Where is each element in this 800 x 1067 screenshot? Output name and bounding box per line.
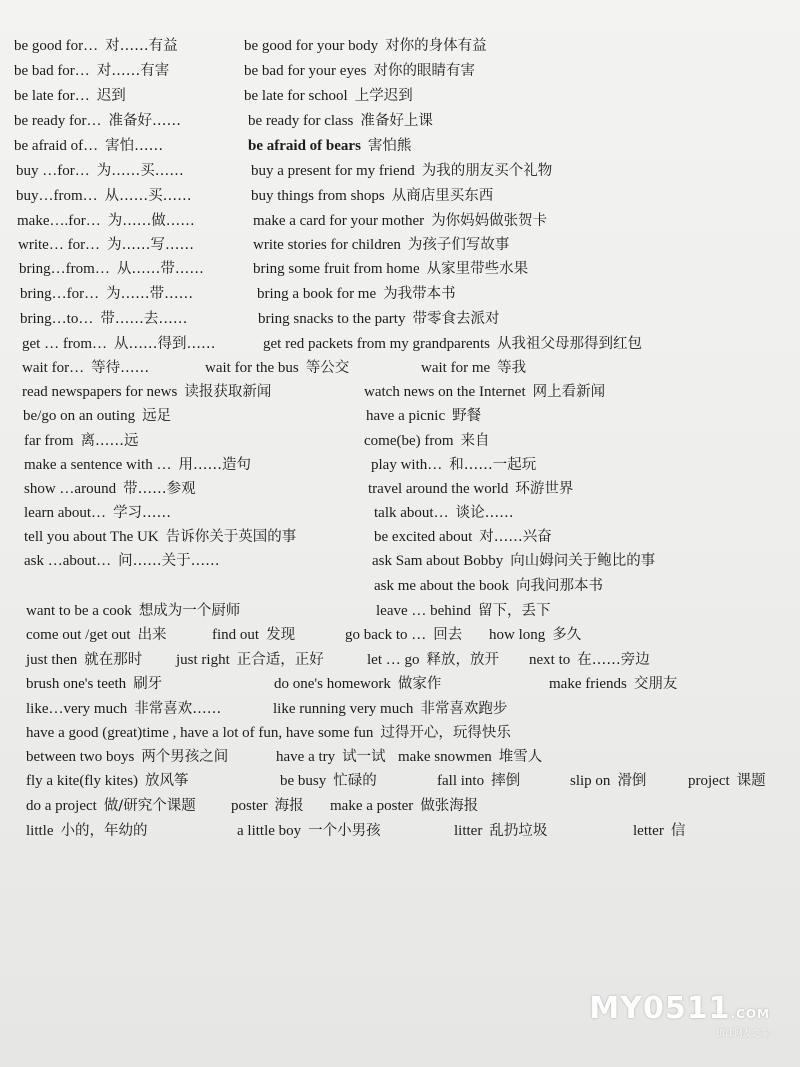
english-phrase: be/go on an outing [23,408,136,424]
site-watermark [589,991,770,1039]
chinese-meaning: 在……旁边 [577,652,650,668]
vocab-entry [273,699,507,719]
english-phrase: make a sentence with … [24,457,172,473]
vocab-entry [371,455,536,475]
english-phrase: read newspapers for news [22,384,178,400]
vocab-entry [26,723,511,743]
chinese-meaning: 交朋友 [633,676,678,692]
chinese-meaning: 害怕…… [105,138,164,154]
chinese-meaning: 带零食去派对 [412,311,500,327]
vocab-entry [421,358,526,378]
chinese-meaning: 从……得到…… [113,336,216,352]
english-phrase: find out [212,627,260,643]
chinese-meaning: 对……兴奋 [479,529,552,545]
chinese-meaning: 等待…… [91,360,150,376]
chinese-meaning: 堆雪人 [498,749,543,765]
vocab-entry [253,211,547,231]
chinese-meaning: 对……有益 [105,38,178,54]
english-phrase: wait for the bus [205,360,299,376]
chinese-meaning: 为……带…… [106,286,194,302]
english-phrase: buy things from shops [251,188,385,204]
english-phrase: make snowmen [398,749,492,765]
vocab-entry [251,186,493,206]
english-phrase: fly a kite(fly kites) [26,773,139,789]
english-phrase: go back to … [345,627,427,643]
english-phrase: play with… [371,457,443,473]
vocab-entry [212,625,295,645]
english-phrase: bring a book for me [257,286,377,302]
english-phrase: project [688,773,730,789]
vocab-entry [22,382,271,402]
vocab-entry [26,674,162,694]
english-phrase: be good for… [14,38,99,54]
vocab-entry [14,111,181,131]
english-phrase: between two boys [26,749,135,765]
english-phrase: let … go [367,652,420,668]
vocab-entry [18,235,194,255]
english-phrase: a little boy [237,823,302,839]
vocab-entry [251,161,552,181]
chinese-meaning: 读报获取新闻 [184,384,272,400]
chinese-meaning: 忙碌的 [333,773,377,789]
vocab-entry [22,334,215,354]
vocab-entry [258,309,499,329]
english-phrase: ask …about… [24,553,112,569]
vocab-entry [237,821,381,841]
chinese-meaning: 准备好…… [108,113,181,129]
english-phrase: like…very much [26,701,128,717]
chinese-meaning: 摔倒 [491,773,521,789]
english-phrase: wait for… [22,360,85,376]
english-phrase: tell you about The UK [24,529,159,545]
english-phrase: ask me about the book [374,578,509,594]
english-phrase: have a try [276,749,336,765]
english-phrase: learn about… [24,505,107,521]
english-phrase: be afraid of bears [248,138,361,154]
vocab-entry [364,382,605,402]
watermark-subtitle: 镇江网友之家 [715,1029,770,1039]
english-phrase: show …around [24,481,117,497]
english-phrase: be late for school [244,88,348,104]
chinese-meaning: 多久 [552,627,582,643]
chinese-meaning: 害怕熊 [367,138,412,154]
chinese-meaning: 滑倒 [617,773,647,789]
vocab-entry [330,796,478,816]
vocab-entry [364,431,490,451]
chinese-meaning: 信 [670,823,686,839]
english-phrase: buy…from… [16,188,98,204]
english-phrase: like running very much [273,701,414,717]
vocab-entry [248,111,433,131]
chinese-meaning: 对你的眼睛有害 [373,63,475,79]
chinese-meaning: 环游世界 [515,481,574,497]
chinese-meaning: 告诉你关于英国的事 [165,529,297,545]
vocab-entry [24,527,296,547]
vocab-entry [570,771,646,791]
chinese-meaning: 从……买…… [104,188,192,204]
english-phrase: how long [489,627,546,643]
vocab-entry [366,406,481,426]
chinese-meaning: 释放，放开 [426,652,499,668]
vocab-entry [274,674,441,694]
english-phrase: get red packets from my grandparents [263,336,490,352]
vocab-entry [19,259,204,279]
english-phrase: get … from… [22,336,107,352]
vocab-entry [263,334,642,354]
chinese-meaning: 对……有害 [96,63,170,79]
chinese-meaning: 想成为一个厨师 [138,603,241,619]
chinese-meaning: 为……写…… [107,237,195,253]
english-phrase: buy …for… [16,163,90,179]
chinese-meaning: 远足 [142,408,172,424]
chinese-meaning: 为我带本书 [383,286,456,302]
vocab-entry [376,601,550,621]
vocab-entry [23,406,171,426]
vocab-entry [372,551,655,571]
vocab-entry [205,358,349,378]
vocab-entry [374,576,603,596]
chinese-meaning: 向我问那本书 [515,578,603,594]
vocab-entry [14,36,178,56]
vocab-entry [24,503,171,523]
chinese-meaning: 野餐 [452,408,482,424]
chinese-meaning: 从……带…… [116,261,204,277]
chinese-meaning: 海报 [274,798,304,814]
english-phrase: ask Sam about Bobby [372,553,504,569]
english-phrase: do one's homework [274,676,391,692]
vocab-entry [22,358,149,378]
english-phrase: bring some fruit from home [253,261,420,277]
english-phrase: poster [231,798,268,814]
english-phrase: be afraid of… [14,138,99,154]
english-phrase: watch news on the Internet [364,384,526,400]
english-phrase: do a project [26,798,97,814]
chinese-meaning: 带……参观 [123,481,196,497]
english-phrase: have a good (great)time , have a lot of fun, have some fun [26,725,374,741]
english-phrase: fall into [437,773,485,789]
vocab-entry [20,309,187,329]
english-phrase: bring…for… [20,286,100,302]
vocab-entry [26,699,221,719]
vocab-entry [489,625,581,645]
chinese-meaning: 做家作 [397,676,442,692]
vocab-entry [24,455,251,475]
vocab-entry [26,747,228,767]
vocab-entry [437,771,520,791]
vocab-entry [549,674,677,694]
chinese-meaning: 留下，丢下 [477,603,551,619]
chinese-meaning: 试一试 [342,749,386,765]
english-phrase: just then [26,652,78,668]
chinese-meaning: 向山姆问关于鲍比的事 [510,553,656,569]
chinese-meaning: 等公交 [305,360,350,376]
vocab-entry [345,625,462,645]
english-phrase: write stories for children [253,237,401,253]
watermark-domain: .COM [730,1007,770,1021]
english-phrase: make friends [549,676,627,692]
vocab-entry [26,796,196,816]
english-phrase: bring…from… [19,261,110,277]
chinese-meaning: 来自 [460,433,490,449]
english-phrase: write… for… [18,237,101,253]
chinese-meaning: 刷牙 [133,676,163,692]
watermark-logo: MY0511.COM [589,991,770,1026]
vocab-entry [26,625,167,645]
english-phrase: slip on [570,773,611,789]
english-phrase: leave … behind [376,603,471,619]
chinese-meaning: 课题 [736,773,766,789]
chinese-meaning: 回去 [433,627,463,643]
vocab-entry [633,821,685,841]
chinese-meaning: 准备好上课 [360,113,433,129]
chinese-meaning: 为你妈妈做张贺卡 [431,213,548,229]
english-phrase: letter [633,823,664,839]
chinese-meaning: 做张海报 [420,798,479,814]
english-phrase: be bad for… [14,63,90,79]
chinese-meaning: 上学迟到 [354,88,413,104]
english-phrase: brush one's teeth [26,676,127,692]
chinese-meaning: 出来 [137,627,167,643]
chinese-meaning: 小的，年幼的 [60,823,148,839]
chinese-meaning: 一个小男孩 [308,823,381,839]
english-phrase: come out /get out [26,627,131,643]
english-phrase: be good for your body [244,38,379,54]
vocab-entry [244,86,413,106]
chinese-meaning: 为孩子们写故事 [407,237,510,253]
vocab-entry [276,747,386,767]
english-phrase: come(be) from [364,433,454,449]
vocab-entry [14,86,126,106]
vocab-entry [24,479,196,499]
chinese-meaning: 从商店里买东西 [391,188,494,204]
english-phrase: have a picnic [366,408,446,424]
chinese-meaning: 等我 [497,360,527,376]
english-phrase: be excited about [374,529,473,545]
english-phrase: want to be a cook [26,603,132,619]
vocab-entry [14,61,169,81]
english-phrase: be bad for your eyes [244,63,367,79]
vocab-entry [16,186,192,206]
chinese-meaning: 迟到 [96,88,126,104]
chinese-meaning: 问……关于…… [118,553,220,569]
vocab-entry [26,601,240,621]
vocab-entry [14,136,163,156]
english-phrase: little [26,823,54,839]
english-phrase: be late for… [14,88,90,104]
vocab-entry [231,796,304,816]
chinese-meaning: 为我的朋友买个礼物 [421,163,553,179]
chinese-meaning: 用……造句 [178,457,251,473]
vocab-entry [367,650,499,670]
chinese-meaning: 从我祖父母那得到红包 [497,336,642,352]
chinese-meaning: 对你的身体有益 [385,38,487,54]
vocab-entry [253,259,528,279]
english-phrase: wait for me [421,360,491,376]
vocab-entry [20,284,193,304]
english-phrase: make a card for your mother [253,213,425,229]
vocab-entry [253,235,509,255]
chinese-meaning: 和……一起玩 [449,457,537,473]
vocab-entry [244,61,475,81]
vocab-entry [529,650,650,670]
english-phrase: bring…to… [20,311,94,327]
english-phrase: travel around the world [368,481,509,497]
vocab-entry [26,821,148,841]
vocab-entry [16,161,184,181]
chinese-meaning: 放风筝 [145,773,189,789]
english-phrase: bring snacks to the party [258,311,406,327]
vocab-entry [26,771,189,791]
vocab-entry [257,284,456,304]
chinese-meaning: 为……买…… [96,163,184,179]
vocab-entry [280,771,377,791]
chinese-meaning: 离……远 [80,433,139,449]
vocab-entry [24,551,220,571]
vocab-entry [248,136,411,156]
chinese-meaning: 过得开心，玩得快乐 [380,725,511,741]
chinese-meaning: 两个男孩之间 [141,749,229,765]
english-phrase: be busy [280,773,327,789]
vocab-entry [244,36,487,56]
chinese-meaning: 为……做…… [107,213,195,229]
chinese-meaning: 乱扔垃圾 [489,823,548,839]
vocab-entry [24,431,139,451]
vocab-entry [26,650,142,670]
english-phrase: talk about… [374,505,449,521]
vocab-entry [374,503,514,523]
vocab-entry [368,479,573,499]
chinese-meaning: 就在那时 [84,652,143,668]
chinese-meaning: 非常喜欢跑步 [420,701,508,717]
english-phrase: just right [176,652,230,668]
vocab-entry [398,747,542,767]
vocab-entry [176,650,324,670]
vocab-entry [688,771,766,791]
chinese-meaning: 学习…… [113,505,172,521]
english-phrase: make a poster [330,798,414,814]
chinese-meaning: 谈论…… [455,505,514,521]
chinese-meaning: 从家里带些水果 [426,261,529,277]
english-phrase: buy a present for my friend [251,163,415,179]
english-phrase: next to [529,652,571,668]
chinese-meaning: 正合适，正好 [236,652,324,668]
english-phrase: be ready for… [14,113,102,129]
vocab-entry [454,821,547,841]
english-phrase: be ready for class [248,113,354,129]
vocab-entry [374,527,552,547]
chinese-meaning: 发现 [266,627,296,643]
vocab-entry [17,211,195,231]
english-phrase: litter [454,823,483,839]
chinese-meaning: 带……去…… [100,311,188,327]
chinese-meaning: 非常喜欢…… [134,701,222,717]
english-phrase: make….for… [17,213,101,229]
english-phrase: far from [24,433,74,449]
chinese-meaning: 网上看新闻 [532,384,606,400]
chinese-meaning: 做/研究个课题 [103,798,196,814]
